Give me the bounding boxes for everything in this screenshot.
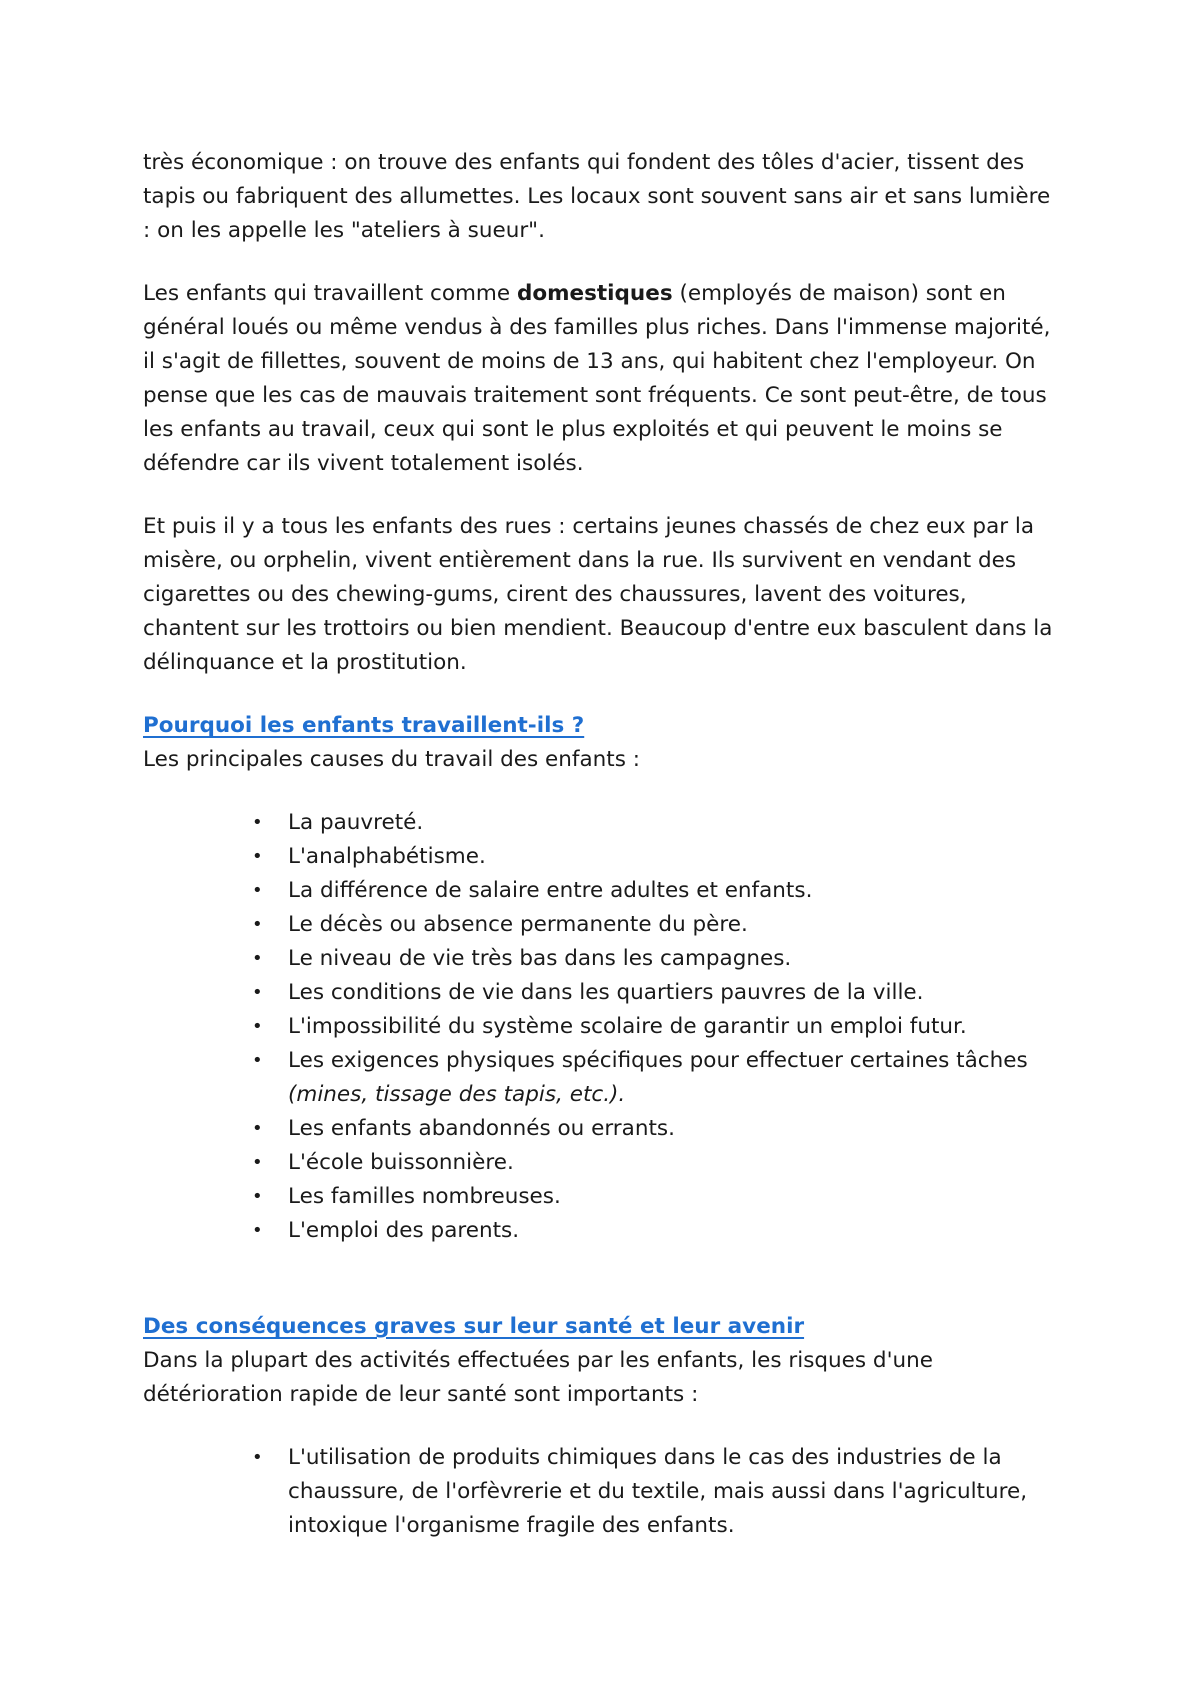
domestic-text-before: Les enfants qui travaillent comme [143,281,517,306]
section-heading-causes: Pourquoi les enfants travaillent-ils ? [143,713,585,738]
risks-list [143,1441,1053,1543]
cause-text: La différence de salaire entre adultes et enfants. [288,878,813,903]
list-item [252,840,1053,874]
cause-italic-examples: (mines, tissage des tapis, etc.). [288,1082,626,1107]
cause-text: Le niveau de vie très bas dans les campagnes. [288,946,792,971]
cause-text: Les familles nombreuses. [288,1184,561,1209]
cause-text: L'emploi des parents. [288,1218,520,1243]
list-item [252,1010,1053,1044]
list-item [252,1146,1053,1180]
list-item [252,942,1053,976]
bullet-icon: • [252,1186,263,1207]
bullet-icon: • [252,948,263,969]
bullet-icon: • [252,1220,263,1241]
list-item [252,806,1053,840]
cause-text: L'école buissonnière. [288,1150,514,1175]
list-item [252,1180,1053,1214]
domestic-bold-term: domestiques [516,281,673,306]
domestic-text-after: (employés de maison) sont en général loués ou même vendus à des familles plus riches. Dans l'immense majorité, il s'agit de fillettes, souvent de moins de 13 ans, qui habitent chez l'employeur. On pense que les cas de mauvais traitement sont fréquents. Ce sont peut-être, de tous les enfants au travail, ceux qui sont le plus exploités et qui peuvent le moins se défendre car ils vivent totalement isolés. [143,281,1051,476]
cause-text: Les enfants abandonnés ou errants. [288,1116,675,1141]
bullet-icon: • [252,1050,263,1071]
list-item [252,1044,1053,1112]
section-heading-consequences: Des conséquences graves sur leur santé et leur avenir [143,1314,805,1339]
bullet-icon: • [252,1016,263,1037]
cause-text: La pauvreté. [288,810,424,835]
bullet-icon: • [252,1118,263,1139]
intro-paragraph: très économique : on trouve des enfants qui fondent des tôles d'acier, tissent des tapis ou fabriquent des allumettes. Les locaux sont souvent sans air et sans lumière : on les appelle les "ateliers à sueur". [143,150,1051,243]
causes-list [143,806,1053,1248]
street-children-paragraph: Et puis il y a tous les enfants des rues : certains jeunes chassés de chez eux par la misère, ou orphelin, vivent entièrement dans la rue. Ils survivent en vendant des cigarettes ou des chewing-gums, cirent des chaussures, lavent des voitures, chantent sur les trottoirs ou bien mendient. Beaucoup d'entre eux basculent dans la délinquance et la prostitution. [143,514,1053,675]
risk-text: L'utilisation de produits chimiques dans le cas des industries de la chaussure, de l'orfèvrerie et du textile, mais aussi dans l'agriculture, intoxique l'organisme fragile des enfants. [288,1445,1028,1538]
list-item [252,908,1053,942]
cause-text: Les exigences physiques spécifiques pour effectuer certaines tâches [288,1048,1028,1073]
bullet-icon: • [252,846,263,867]
consequences-intro: Dans la plupart des activités effectuées par les enfants, les risques d'une détérioration rapide de leur santé sont importants : [143,1348,933,1407]
list-item [252,874,1053,908]
section-spacer [143,1248,1053,1310]
list-item [252,1441,1053,1543]
bullet-icon: • [252,880,263,901]
domestic-paragraph [143,277,1053,481]
bullet-icon: • [252,812,263,833]
bullet-icon: • [252,982,263,1003]
document-page [143,146,1053,1543]
list-item [252,976,1053,1010]
bullet-icon: • [252,1447,263,1468]
causes-intro: Les principales causes du travail des enfants : [143,747,640,772]
list-item [252,1214,1053,1248]
cause-text: L'impossibilité du système scolaire de garantir un emploi futur. [288,1014,967,1039]
cause-text: L'analphabétisme. [288,844,486,869]
cause-text: Les conditions de vie dans les quartiers pauvres de la ville. [288,980,924,1005]
bullet-icon: • [252,914,263,935]
list-item [252,1112,1053,1146]
bullet-icon: • [252,1152,263,1173]
cause-text: Le décès ou absence permanente du père. [288,912,748,937]
